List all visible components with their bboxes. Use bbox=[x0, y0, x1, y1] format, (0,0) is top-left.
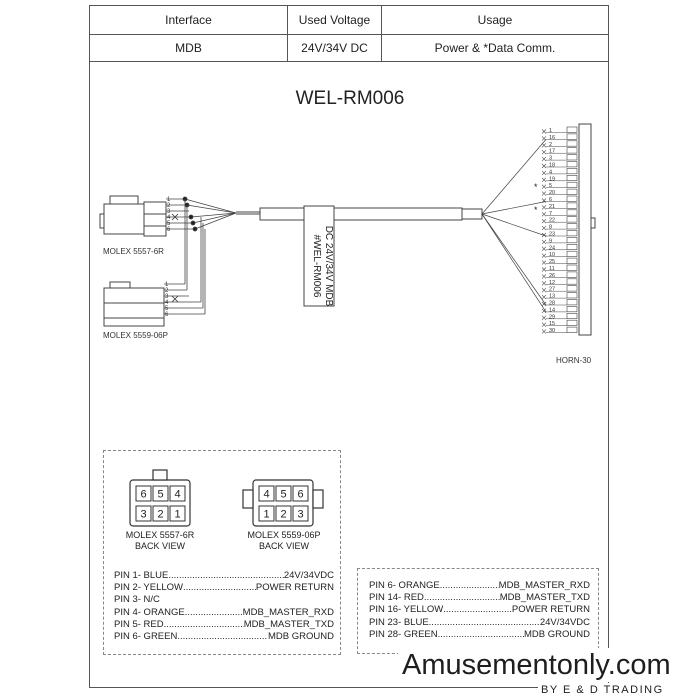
horn-pin-number: 10 bbox=[549, 252, 556, 259]
molex-pin-row bbox=[114, 607, 334, 619]
back-view-latch bbox=[313, 490, 323, 508]
horn-pin-number: 20 bbox=[549, 190, 556, 197]
pin-function: 24V/34VDC bbox=[539, 616, 590, 628]
horn-pin-number: 17 bbox=[549, 148, 556, 155]
horn-pin-number: 14 bbox=[549, 307, 556, 314]
pin-label: PIN 6- ORANGE bbox=[369, 580, 440, 591]
pin-number-5557: 1 bbox=[167, 197, 171, 203]
back-view-pin-number: 1 bbox=[263, 508, 270, 521]
cable-label-line-1: DC 24V/34V MDB bbox=[323, 225, 334, 307]
pin-function: MDB_MASTER_TXD bbox=[499, 592, 590, 604]
pin-number-5559: 1 bbox=[165, 282, 169, 288]
horn-pin-number: 1 bbox=[549, 128, 553, 134]
horn-pin-number: 15 bbox=[549, 321, 556, 328]
pin-number-5557: 4 bbox=[167, 215, 171, 221]
pin-label: PIN 28- GREEN bbox=[369, 628, 438, 640]
horn-pin-row bbox=[369, 617, 590, 629]
pin-function: POWER RETURN bbox=[255, 582, 334, 594]
diagram-title: WEL-RM006 bbox=[295, 88, 405, 109]
back-view-pin-number: 6 bbox=[140, 488, 147, 501]
pin-label: PIN 1- BLUE bbox=[114, 570, 169, 581]
pin-function: MDB_MASTER_RXD bbox=[242, 606, 334, 618]
horn-pin-row bbox=[369, 604, 590, 616]
pin-number-5559: 3 bbox=[165, 294, 169, 300]
header-voltage: Used Voltage bbox=[288, 6, 382, 35]
horn-pin-number: 8 bbox=[549, 224, 553, 231]
watermark-brand: Amusementonly.com bbox=[398, 648, 675, 682]
back-view-pin-number: 2 bbox=[280, 508, 287, 521]
pin-function: MDB_MASTER_TXD bbox=[243, 618, 334, 630]
leader-dots bbox=[438, 629, 524, 641]
horn-pin-row bbox=[369, 580, 590, 592]
pin-number-5559: 2 bbox=[165, 288, 169, 294]
leader-dots bbox=[443, 604, 512, 616]
pin-function: MDB GROUND bbox=[524, 628, 590, 640]
molex-pin-row bbox=[114, 582, 334, 594]
data-asterisk-icon: * bbox=[534, 182, 538, 192]
back-view-pin-number: 5 bbox=[280, 488, 287, 501]
pinout-molex bbox=[114, 570, 334, 643]
horn-pin-number: 2 bbox=[549, 141, 553, 148]
pin-label: PIN 5- RED bbox=[114, 618, 164, 630]
watermark-subtitle: BY E & D TRADING bbox=[538, 683, 667, 697]
back-view-pin-number: 4 bbox=[263, 488, 270, 501]
leader-dots bbox=[177, 631, 268, 643]
horn-pin-number: 18 bbox=[549, 162, 556, 169]
molex-pin-row bbox=[114, 570, 334, 582]
molex-5559-label: MOLEX 5559-06P bbox=[103, 331, 168, 340]
caption-5557-line-2: BACK VIEW bbox=[134, 541, 185, 551]
horn-pin-number: 24 bbox=[549, 245, 556, 252]
leader-dots bbox=[164, 619, 244, 631]
horn-pin-number: 6 bbox=[549, 197, 553, 203]
back-view-latch bbox=[243, 490, 253, 508]
pin-number-5559: 5 bbox=[165, 306, 169, 312]
data-asterisk-icon: * bbox=[534, 205, 538, 215]
horn-pin-number: 4 bbox=[549, 169, 553, 176]
horn-pin-number: 25 bbox=[549, 259, 556, 266]
pin-number-5557: 6 bbox=[167, 227, 171, 233]
pin-number-5559: 6 bbox=[165, 312, 169, 318]
leader-dots bbox=[440, 580, 499, 592]
molex-5557-back-view bbox=[130, 470, 190, 526]
horn-pin-number: 22 bbox=[549, 217, 556, 224]
pin-number-5559: 4 bbox=[165, 300, 169, 306]
molex-5557-back-view-caption bbox=[105, 530, 215, 552]
horn-pin-number: 21 bbox=[549, 203, 556, 210]
horn-pin-number: 7 bbox=[549, 210, 553, 217]
cell-voltage: 24V/34V DC bbox=[288, 35, 382, 62]
pin-label: PIN 3- N/C bbox=[114, 594, 160, 606]
back-view-pin-number: 2 bbox=[157, 508, 164, 521]
leader-dots bbox=[168, 570, 283, 582]
horn-pin-number: 16 bbox=[549, 134, 556, 141]
pin-label: PIN 4- ORANGE bbox=[114, 606, 185, 618]
horn-pin-number: 9 bbox=[549, 238, 553, 245]
pin-label: PIN 6- GREEN bbox=[114, 631, 178, 643]
horn-pin-number: 27 bbox=[549, 286, 556, 293]
pinout-horn bbox=[369, 580, 590, 641]
back-view-latch bbox=[153, 470, 167, 480]
horn-pin-number: 19 bbox=[549, 176, 556, 183]
molex-pin-row bbox=[114, 631, 334, 643]
horn-pin-number: 26 bbox=[549, 272, 556, 279]
molex-pin-row bbox=[114, 619, 334, 631]
leader-dots bbox=[183, 582, 256, 594]
back-view-pin-number: 5 bbox=[157, 488, 164, 501]
pin-function: MDB_MASTER_RXD bbox=[498, 580, 590, 591]
cell-usage: Power & *Data Comm. bbox=[382, 35, 609, 62]
pin-label: PIN 16- YELLOW bbox=[369, 604, 444, 616]
pin-label: PIN 2- YELLOW bbox=[114, 582, 183, 594]
pin-function: MDB GROUND bbox=[268, 631, 334, 643]
horn-label: HORN-30 bbox=[556, 356, 592, 365]
horn-pin-number: 3 bbox=[549, 155, 553, 162]
horn-pin-row bbox=[369, 629, 590, 641]
horn-pin-number: 12 bbox=[549, 279, 556, 286]
horn-pin-number: 28 bbox=[549, 300, 556, 307]
horn-pin-number: 23 bbox=[549, 231, 556, 238]
horn-pin-number: 11 bbox=[549, 266, 555, 272]
back-view-pin-number: 3 bbox=[140, 508, 147, 521]
cell-interface: MDB bbox=[90, 35, 288, 62]
caption-5559-line-1: MOLEX 5559-06P bbox=[247, 530, 321, 540]
horn-pin-number: 13 bbox=[549, 293, 556, 300]
cable-label-line-2: #WEL-RM006 bbox=[311, 234, 322, 298]
pin-label: PIN 14- RED bbox=[369, 592, 424, 604]
pin-number-5557: 2 bbox=[167, 203, 171, 209]
pin-label: PIN 23- BLUE bbox=[369, 616, 429, 628]
leader-dots bbox=[424, 592, 500, 604]
molex-5559-back-view-caption bbox=[229, 530, 339, 552]
leader-dots bbox=[429, 617, 540, 629]
molex-pin-row bbox=[114, 594, 334, 606]
back-view-pin-number: 1 bbox=[174, 508, 181, 521]
back-view-pin-number: 6 bbox=[297, 488, 304, 501]
pin-number-5557: 3 bbox=[167, 209, 171, 215]
molex-5559-back-view bbox=[243, 480, 323, 526]
horn-pin-row bbox=[369, 592, 590, 604]
leader-dots bbox=[185, 607, 243, 619]
back-view-pin-number: 3 bbox=[297, 508, 304, 521]
molex-5557-label: MOLEX 5557-6R bbox=[103, 247, 164, 256]
header-interface: Interface bbox=[90, 6, 288, 35]
pin-function: POWER RETURN bbox=[511, 604, 590, 616]
horn-pin-number: 5 bbox=[549, 183, 553, 190]
header-usage: Usage bbox=[382, 6, 609, 35]
caption-5557-line-1: MOLEX 5557-6R bbox=[125, 530, 195, 540]
back-view-pin-number: 4 bbox=[174, 488, 181, 501]
pin-number-5557: 5 bbox=[167, 221, 171, 227]
caption-5559-line-2: BACK VIEW bbox=[258, 541, 309, 551]
horn-pin-number: 29 bbox=[549, 314, 556, 321]
pin-function: 24V/34VDC bbox=[283, 570, 334, 581]
horn-pin-number: 30 bbox=[549, 328, 556, 335]
